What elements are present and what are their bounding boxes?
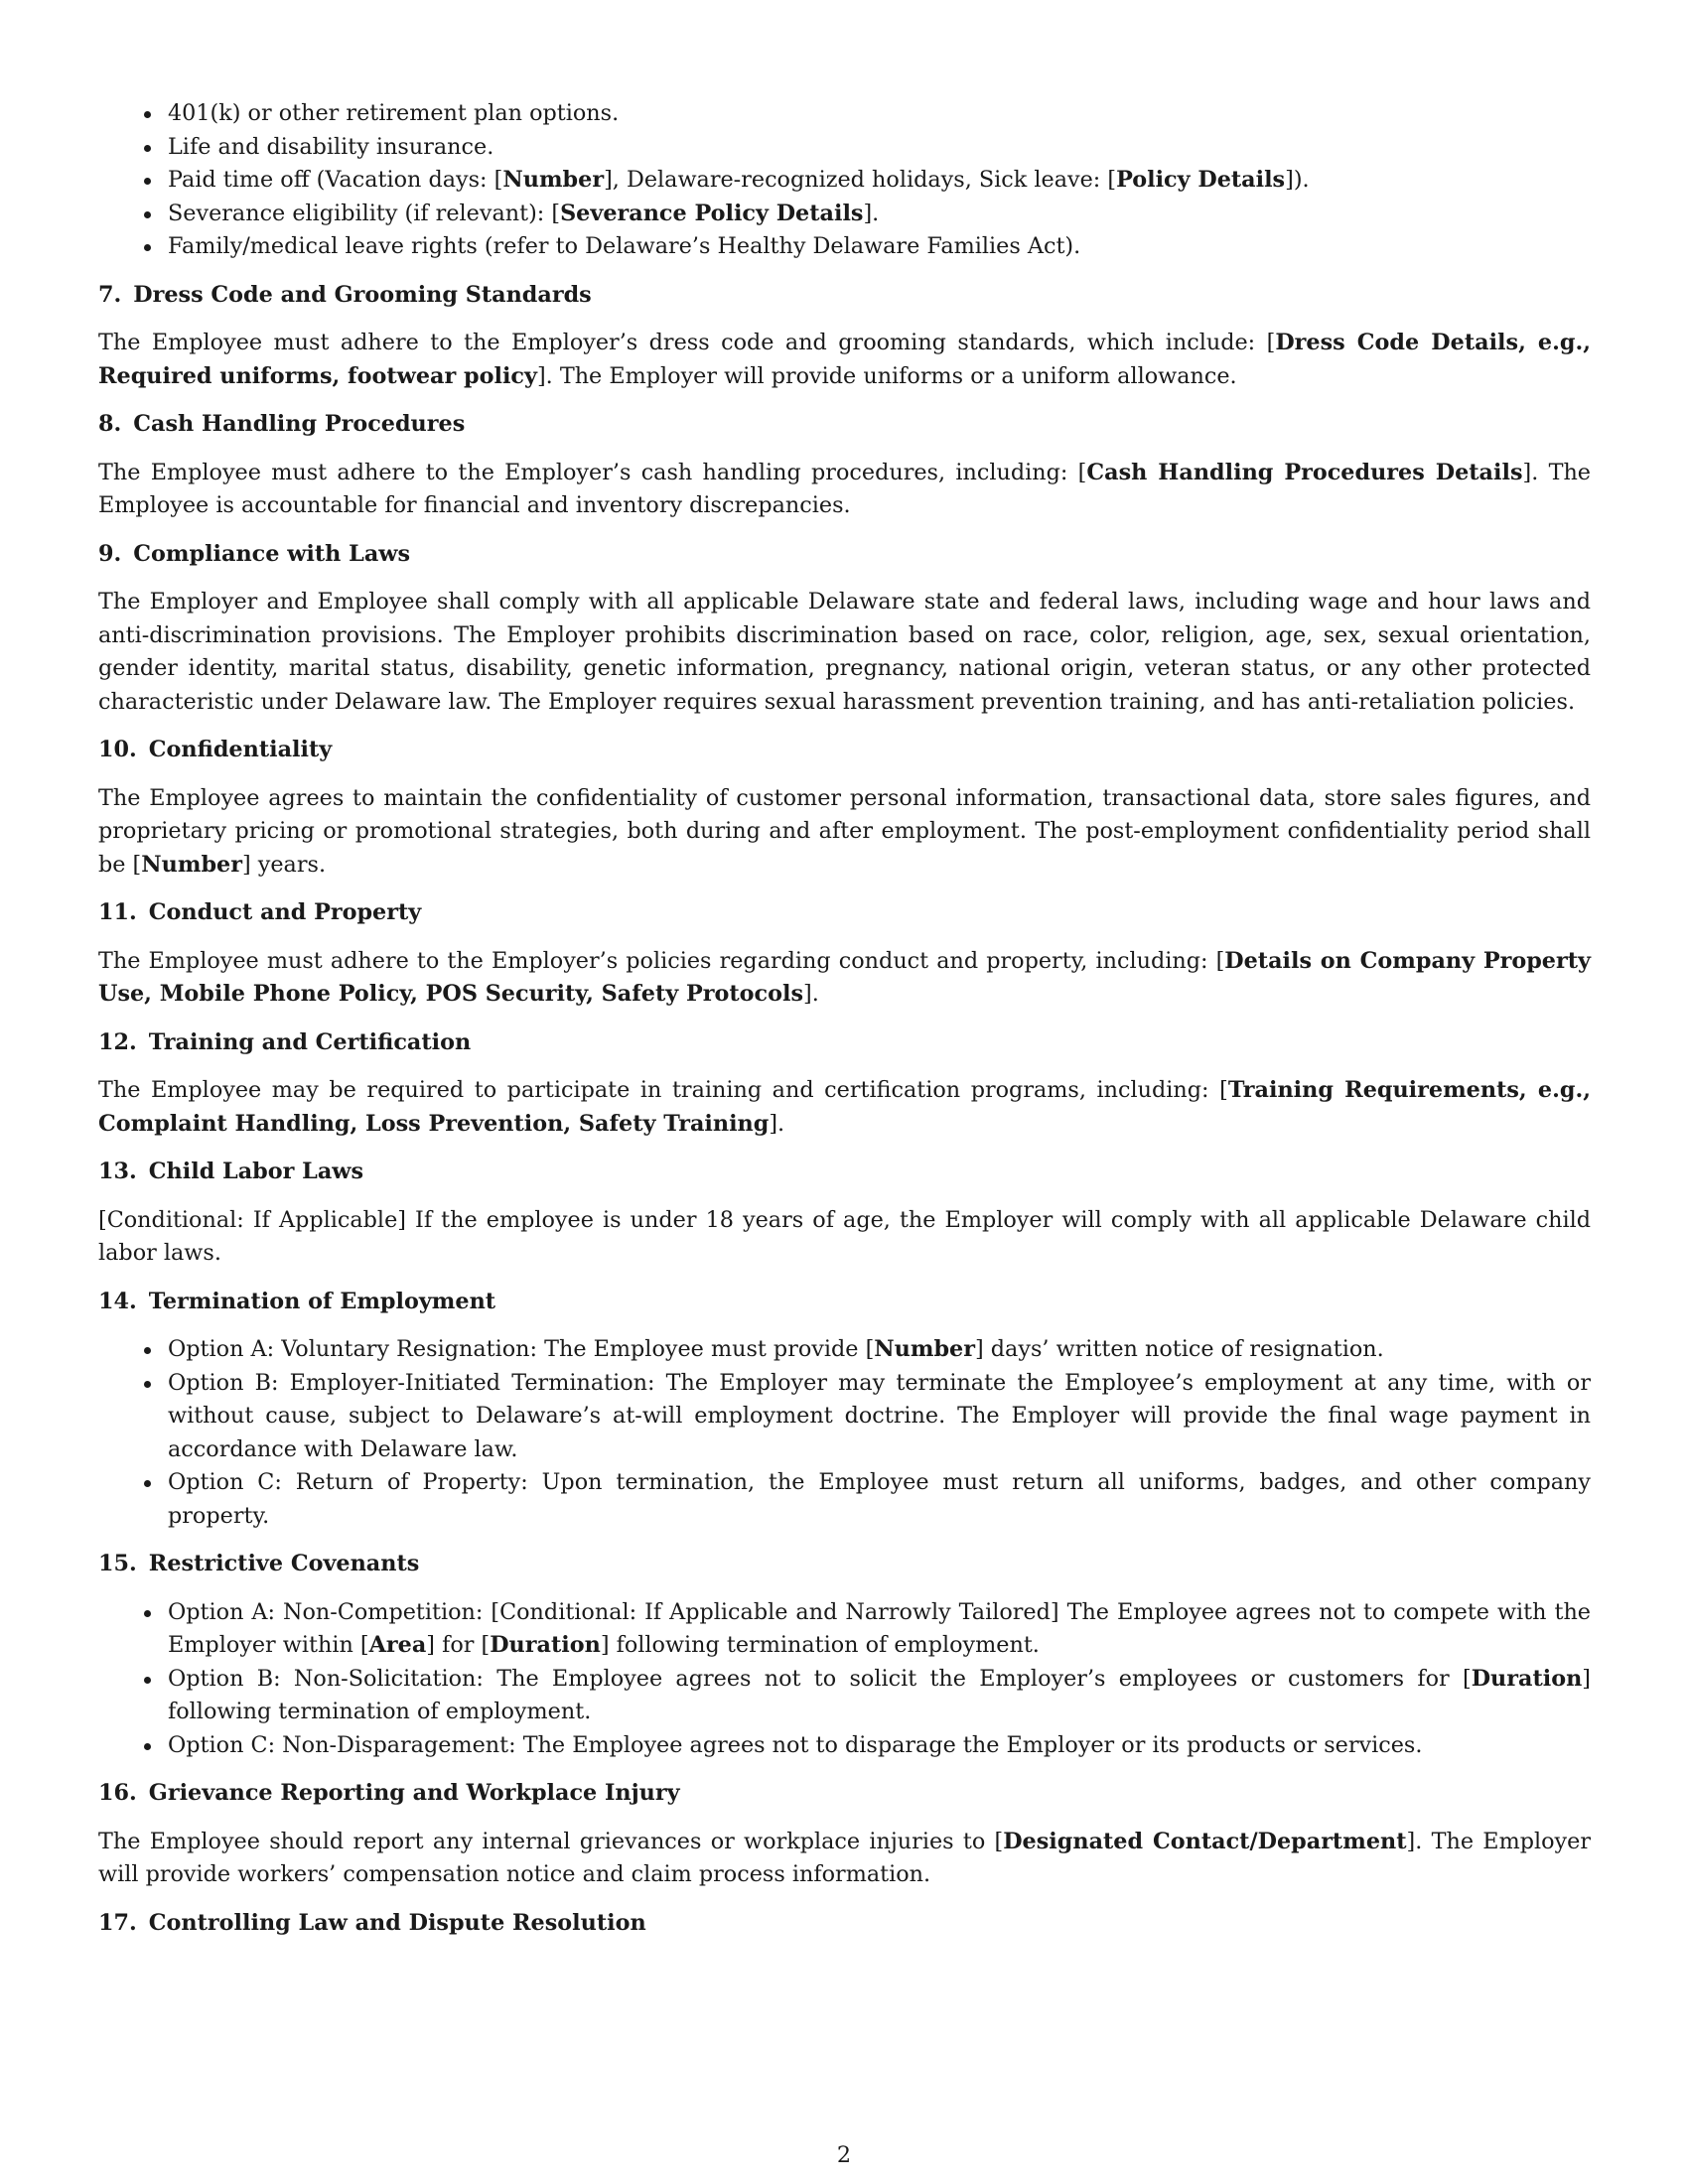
list-item: Life and disability insurance. — [168, 131, 1591, 165]
covenants-list — [98, 1596, 1591, 1763]
section-paragraph: The Employee must adhere to the Employer’s dress code and grooming standards, which include: [Dress Code Details, e.g., Required uniforms, footwear policy]. The Employer will provide uniforms or a uniform allowance. — [98, 330, 1591, 389]
section-heading-conduct: 11. Conduct and Property — [98, 899, 422, 925]
section-heading-controlling-law: 17. Controlling Law and Dispute Resolution — [98, 1909, 646, 1936]
section-heading-child-labor: 13. Child Labor Laws — [98, 1159, 364, 1184]
page-number: 2 — [836, 2142, 852, 2168]
section-paragraph: The Employer and Employee shall comply with all applicable Delaware state and federal laws, including wage and hour laws and anti-discrimination provisions. The Employer prohibits discrimination based on race, color, religion, age, sex, sexual orientation, gender identity, marital status, disability, genetic information, pregnancy, national origin, veteran status, or any other protected characteristic under Delaware law. The Employer requires sexual harassment prevention training, and has anti-retaliation policies. — [98, 589, 1591, 715]
section-heading-training: 12. Training and Certification — [98, 1028, 472, 1055]
list-item: Paid time off (Vacation days: [Number], Delaware-recognized holidays, Sick leave: [Policy Details]). — [168, 164, 1591, 198]
list-item: Option B: Non-Solicitation: The Employee agrees not to solicit the Employer’s employees or customers for [Duration] following termination of employment. — [168, 1663, 1591, 1729]
document-body — [98, 97, 1591, 1940]
section-heading-confidentiality: 10. Confidentiality — [98, 737, 333, 762]
section-paragraph: The Employee must adhere to the Employer’s cash handling procedures, including: [Cash Handling Procedures Details]. The Employee is accountable for financial and inventory discrepancies. — [98, 459, 1592, 518]
section-heading-termination: 14. Termination of Employment — [98, 1288, 496, 1314]
section-heading-grievance: 16. Grievance Reporting and Workplace Injury — [98, 1780, 680, 1806]
section-paragraph: The Employee must adhere to the Employer’s policies regarding conduct and property, including: [Details on Company Property Use, Mobile Phone Policy, POS Security, Safety Protocols]. — [98, 947, 1591, 1007]
section-heading-cash-handling: 8. Cash Handling Procedures — [98, 411, 466, 437]
section-heading-restrictive-covenants: 15. Restrictive Covenants — [98, 1551, 420, 1576]
section-paragraph: The Employee agrees to maintain the confidentiality of customer personal information, transactional data, store sales figures, and proprietary pricing or promotional strategies, both during and after employment. The post-employment confidentiality period shall be [Number] years. — [98, 784, 1591, 878]
list-item: Option A: Voluntary Resignation: The Employee must provide [Number] days’ written notice of resignation. — [168, 1333, 1591, 1367]
list-item: Option C: Return of Property: Upon termination, the Employee must return all uniforms, badges, and other company property. — [168, 1466, 1591, 1533]
section-heading-dress-code: 7. Dress Code and Grooming Standards — [98, 281, 592, 308]
benefits-list — [98, 97, 1591, 264]
section-heading-compliance: 9. Compliance with Laws — [98, 540, 411, 567]
list-item: Family/medical leave rights (refer to Delaware’s Healthy Delaware Families Act). — [168, 230, 1591, 264]
list-item: Option B: Employer-Initiated Termination: The Employer may terminate the Employee’s employment at any time, with or without cause, subject to Delaware’s at-will employment doctrine. The Employer will provide the final wage payment in accordance with Delaware law. — [168, 1367, 1591, 1467]
termination-options-list — [98, 1333, 1591, 1533]
list-item: Option C: Non-Disparagement: The Employee agrees not to disparage the Employer or its products or services. — [168, 1729, 1591, 1763]
list-item: 401(k) or other retirement plan options. — [168, 97, 1591, 131]
section-paragraph: The Employee should report any internal grievances or workplace injuries to [Designated Contact/Department]. The Employer will provide workers’ compensation notice and claim process information. — [98, 1828, 1591, 1887]
list-item: Severance eligibility (if relevant): [Severance Policy Details]. — [168, 198, 1591, 231]
section-paragraph: [Conditional: If Applicable] If the employee is under 18 years of age, the Employer will comply with all applicable Delaware child labor laws. — [98, 1206, 1591, 1266]
list-item: Option A: Non-Competition: [Conditional: If Applicable and Narrowly Tailored] The Employee agrees not to compete with the Employer within [Area] for [Duration] following termination of employment. — [168, 1596, 1591, 1663]
section-paragraph: The Employee may be required to participate in training and certification programs, including: [Training Requirements, e.g., Complaint Handling, Loss Prevention, Safety Training]. — [98, 1077, 1591, 1137]
